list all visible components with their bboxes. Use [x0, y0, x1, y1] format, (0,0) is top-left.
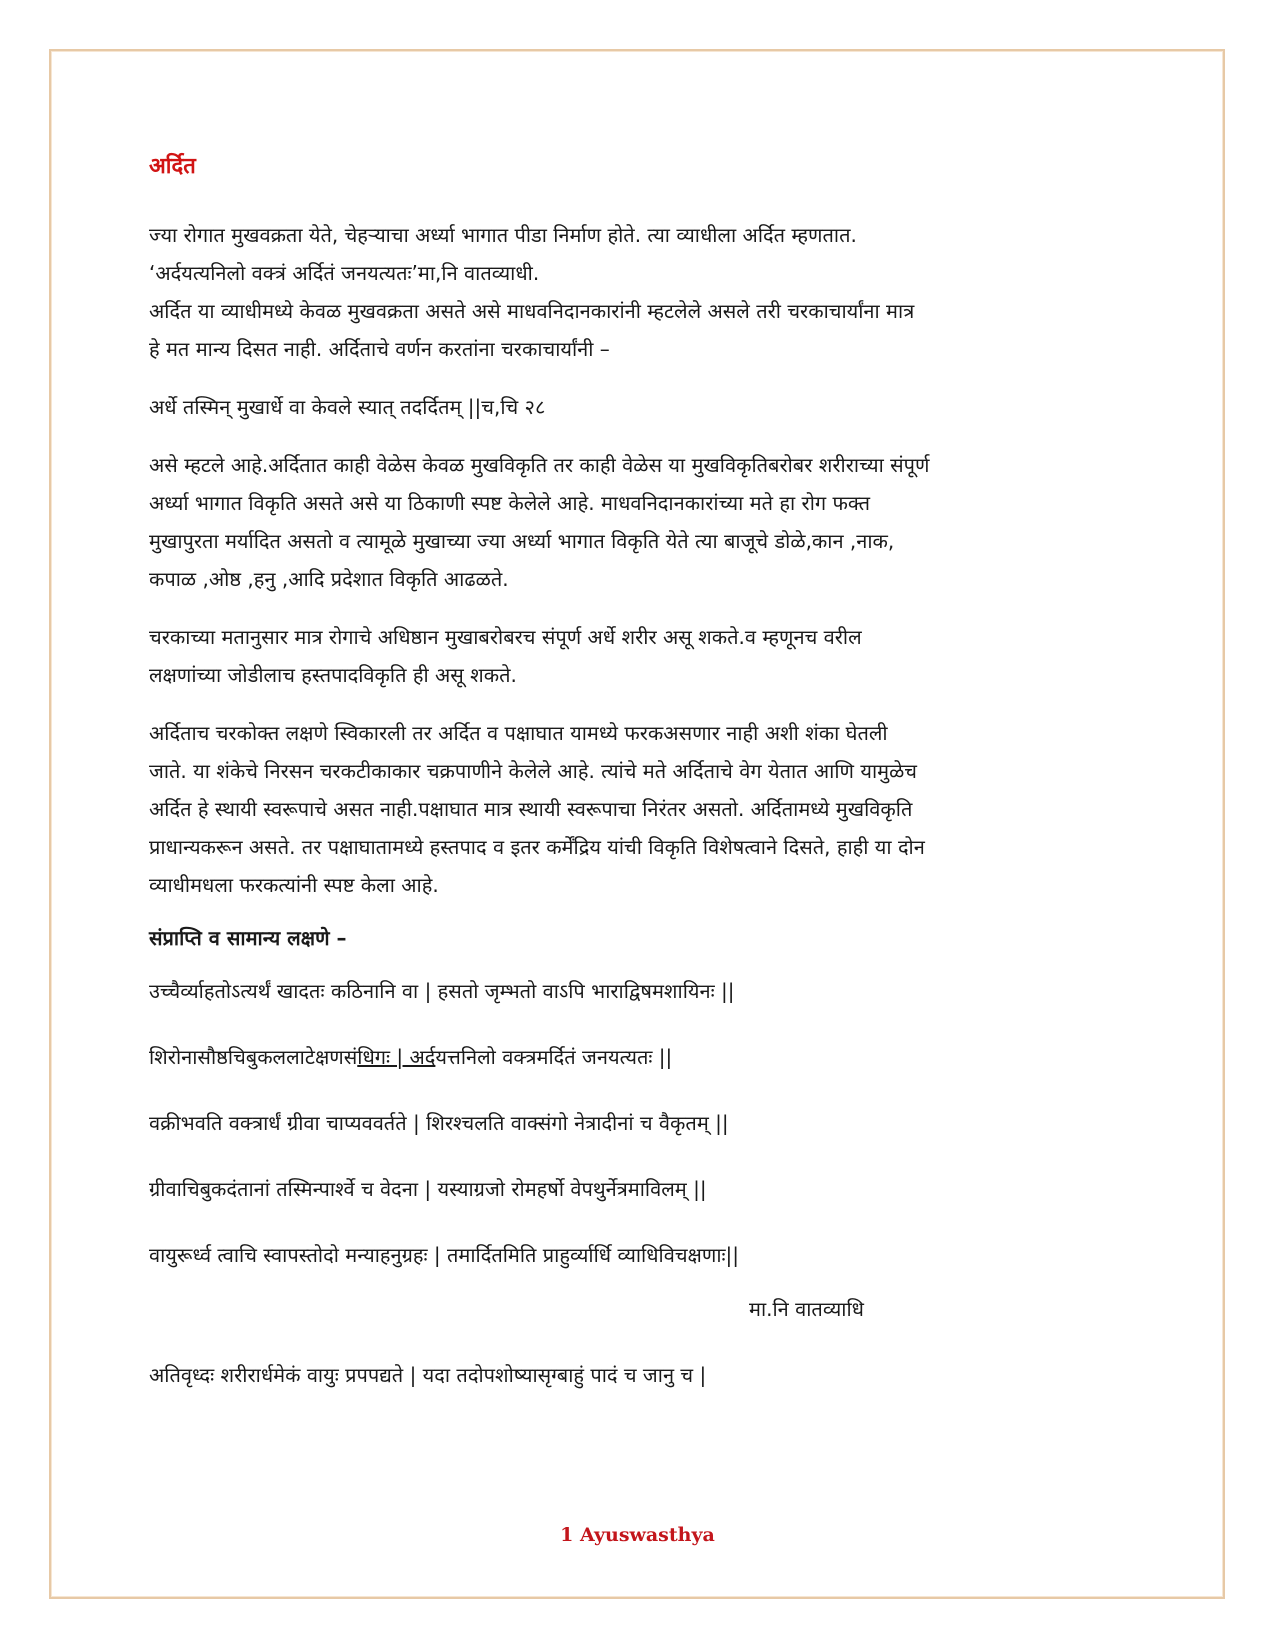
text-line: ज्या रोगात मुखवक्रता येते, चेहऱ्याचा अर्ध्या भागात पीडा निर्माण होते. त्या व्याधीला अर्दित म्हणतात.: [149, 223, 857, 247]
text-line: असे म्हटले आहे.अर्दितात काही वेळेस केवळ मुखविकृति तर काही वेळेस या मुखविकृतिबरोबर शरीराच्या संपूर्ण: [149, 453, 930, 477]
text-line: चरकाच्या मतानुसार मात्र रोगाचे अधिष्ठान मुखाबरोबरच संपूर्ण अर्धे शरीर असू शकते.व म्हणूनच वरील: [149, 625, 862, 649]
paragraph-1: [149, 446, 1129, 598]
verse-2-part-a: शिरोनासौष्ठचिबुकललाटेक्षणसं: [149, 1045, 358, 1069]
verse-2: [149, 1039, 1129, 1075]
verse-citation: मा.नि वातव्याधि: [749, 1297, 864, 1321]
intro-paragraph: [149, 216, 1129, 368]
verse-2-underlined: धिगः | अर्द: [357, 1045, 436, 1069]
page-title: अर्दित: [149, 154, 196, 179]
text-line: ‘अर्दयत्यनिलो वक्त्रं अर्दितं जनयत्यतः’मा,नि वातव्याधी.: [149, 261, 540, 285]
text-line: लक्षणांच्या जोडीलाच हस्तपादविकृति ही असू शकते.: [149, 663, 517, 687]
paragraph-2: [149, 618, 1129, 694]
text-line: अर्दित हे स्थायी स्वरूपाचे असत नाही.पक्षाघात मात्र स्थायी स्वरूपाचा निरंतर असतो. अर्दितामध्ये मुखविकृति: [149, 797, 913, 821]
document-body: [149, 150, 1129, 1423]
text-line: हे मत मान्य दिसत नाही. अर्दिताचे वर्णन करतांना चरकाचार्यांनी –: [149, 337, 610, 361]
text-line: मुखापुरता मर्यादित असतो व त्यामूळे मुखाच्या ज्या अर्ध्या भागात विकृति येते त्या बाजूचे डोळे,कान ,नाक,: [149, 529, 895, 553]
verse-1: उच्चैर्व्याहतोऽत्यर्थं खादतः कठिनानि वा | हसतो जृम्भतो वाऽपि भाराद्विषमशायिनः ||: [149, 979, 735, 1003]
text-line: कपाळ ,ओष्ठ ,हनु ,आदि प्रदेशात विकृति आढळते.: [149, 567, 509, 591]
paragraph-3: [149, 714, 1129, 904]
verse-4: ग्रीवाचिबुकदंतानां तस्मिन्पार्श्वे च वेदना | यस्याग्रजो रोमहर्षो वेपथुर्नेत्रमाविलम् ||: [149, 1177, 707, 1201]
verse-5: वायुरूर्ध्व त्वाचि स्वापस्तोदो मन्याहनुग्रहः | तमार्दितमिति प्राहुर्व्यार्धि व्याधिविचक्षणाः||: [149, 1243, 740, 1267]
quote-line: अर्धे तस्मिन् मुखार्धे वा केवले स्यात् तदर्दितम् ||च,चि २८: [149, 395, 546, 419]
text-line: अर्दिताच चरकोक्त लक्षणे स्विकारली तर अर्दित व पक्षाघात यामध्ये फरकअसणार नाही अशी शंका घेतली: [149, 721, 888, 745]
text-line: व्याधीमधला फरकत्यांनी स्पष्ट केला आहे.: [149, 873, 439, 897]
text-line: अर्दित या व्याधीमध्ये केवळ मुखवक्रता असते असे माधवनिदानकारांनी म्हटलेले असले तरी चरकाचार्यांना मात्र: [149, 299, 915, 323]
text-line: जाते. या शंकेचे निरसन चरकटीकाकार चक्रपाणीने केलेले आहे. त्यांचे मते अर्दिताचे वेग येतात आणि यामुळेच: [149, 759, 917, 783]
section-heading: संप्राप्ति व सामान्य लक्षणे –: [149, 926, 347, 950]
verse-6: अतिवृध्दः शरीरार्धमेकं वायुः प्रपपद्यते | यदा तदोपशोष्यासृग्बाहुं पादं च जानु च |: [149, 1363, 707, 1387]
verse-2-part-b: यत्तनिलो वक्त्रमर्दितं जनयत्यतः ||: [435, 1045, 673, 1069]
text-line: अर्ध्या भागात विकृति असते असे या ठिकाणी स्पष्ट केलेले आहे. माधवनिदानकारांच्या मते हा रोग फक्त: [149, 491, 871, 515]
page-footer: 1 Ayuswasthya: [560, 1524, 715, 1546]
text-line: प्राधान्यकरून असते. तर पक्षाघातामध्ये हस्तपाद व इतर कर्मेंद्रिय यांची विकृति विशेषत्वाने दिसते, हाही या दोन: [149, 835, 925, 859]
verse-3: वक्रीभवति वक्त्रार्धं ग्रीवा चाप्यववर्तते | शिरश्चलति वाक्संगो नेत्रादीनां च वैकृतम् ||: [149, 1111, 729, 1135]
